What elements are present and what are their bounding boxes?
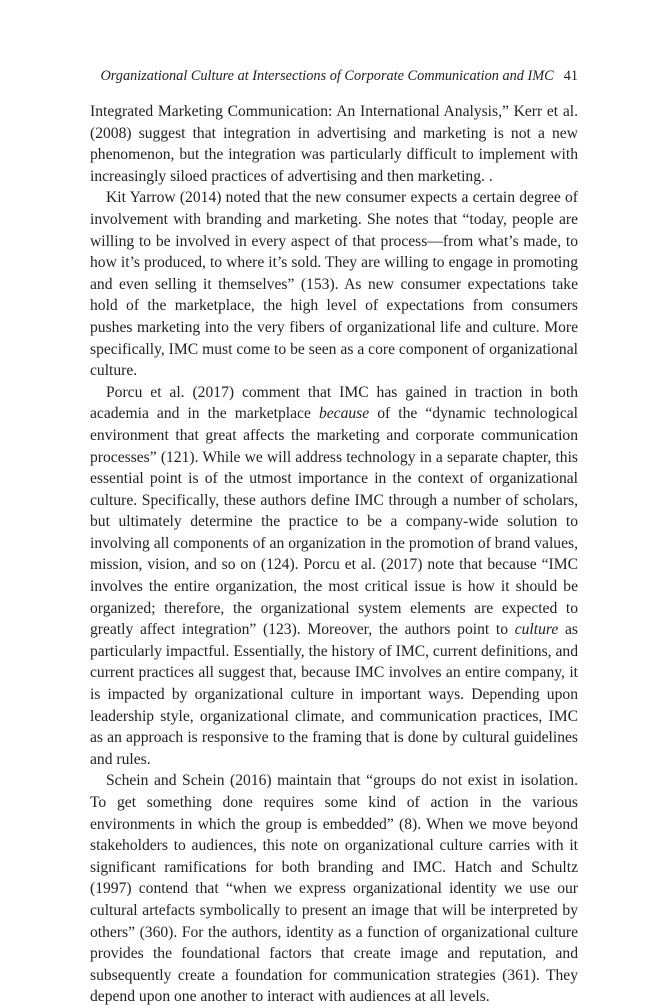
page-number: 41 — [563, 68, 578, 84]
paragraph-schein: Schein and Schein (2016) maintain that “groups do not exist in isolation. To get something done requires some kind of action in the various environments in which the group is embedded” (8). When we move beyond stakeholders to audiences, this note on organizational culture carries with it significant ramifications for both branding and IMC. Hatch and Schultz (1997) contend that “when we express organizational identity we use our cultural artefacts symbolically to present an image that will be interpreted by others” (360). For the authors, identity as a function of organizational culture provides the foundational factors that create image and reputation, and subsequently create a foundation for communication strategies (361). They depend upon one another to interact with audiences at all levels. — [90, 772, 578, 1006]
paragraph-porcu-part-1: Porcu et al. (2017) comment that IMC has gained in traction in both academia and in the marketplace — [90, 383, 578, 423]
running-head-title: Organizational Culture at Intersections of Corporate Communication and IMC — [100, 68, 554, 84]
paragraph-continued: Integrated Marketing Communication: An International Analysis,” Kerr et al. (2008) suggest that integration in advertising and marketing is not a new phenomenon, but the integration was particularly difficult to implement with increasingly siloed practices of advertising and then marketing. . — [90, 103, 578, 185]
emphasis-because: because — [318, 405, 370, 423]
paragraph-porcu-part-2: of the “dynamic technological environment that great affects the marketing and corporate communication processes” (121). While we will address technology in a separate chapter, this essential point is of the utmost importance in the context of organizational culture. Specifically, these authors define IMC through a number of scholars, but ultimately determine the practice to be a company-wide solution to involving all components of an organization in the promotion of brand values, mission, vision, and so on (124). Porcu et al. (2017) note that because “IMC involves the entire organization, the most critical issue is how it should be organized; therefore, the organizational system elements are expected to greatly affect integration” (123). Moreover, the authors point to — [90, 405, 578, 639]
emphasis-culture: culture — [514, 621, 559, 639]
running-head — [90, 66, 578, 86]
paragraph-yarrow: Kit Yarrow (2014) noted that the new consumer expects a certain degree of involvement with branding and marketing. She notes that “today, people are willing to be involved in every aspect of that process—from what’s made, to how it’s produced, to where it’s sold. They are willing to engage in promoting and even selling it themselves” (153). As new consumer expectations take hold of the marketplace, the high level of expectations from consumers pushes marketing into the very fibers of organizational life and culture. More specifically, IMC must come to be seen as a core component of organizational culture. — [90, 189, 578, 380]
paragraph-porcu-part-3: as particularly impactful. Essentially, the history of IMC, current definitions, and current practices all suggest that, because IMC involves an entire company, it is impacted by organizational culture in important ways. Depending upon leadership style, organizational climate, and communication practices, IMC as an approach is responsive to the framing that is done by cultural guidelines and rules. — [90, 621, 578, 768]
book-page — [90, 66, 578, 1008]
paragraph-porcu — [90, 382, 578, 771]
body-text — [90, 101, 578, 1008]
